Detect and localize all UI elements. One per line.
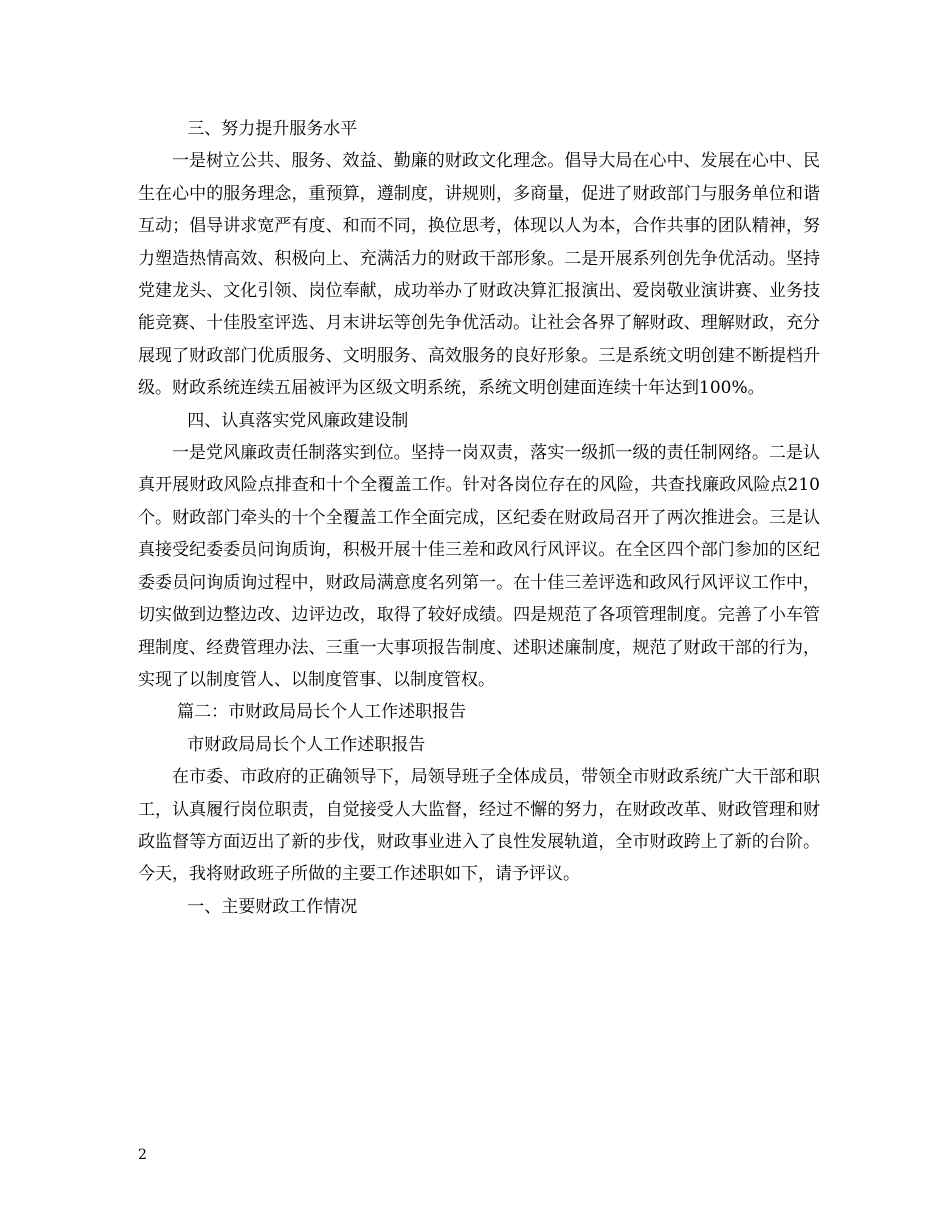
- section-heading-main-work: 一、主要财政工作情况: [187, 896, 358, 917]
- section-heading-integrity: 四、认真落实党风廉政建设制: [187, 410, 409, 431]
- paragraph-integrity: 一是党风廉政责任制落实到位。坚持一岗双责，落实一级抓一级的责任制网络。二是认真开展财政风险点排查和十个全覆盖工作。针对各岗位存在的风险，共查找廉政风险点210个。财政部门牵头的十个全覆盖工作全面完成，区纪委在财政局召开了两次推进会。三是认真接受纪委委员问询质询，积极开展十佳三差和政风行风评议。在全区四个部门参加的区纪委委员问询质询过程中，财政局满意度名列第一。在十佳三差评选和政风行风评议工作中，切实做到边整边改、边评边改，取得了较好成绩。四是规范了各项管理制度。完善了小车管理制度、经费管理办法、三重一大事项报告制度、述职述廉制度，规范了财政干部的行为，实现了以制度管人、以制度管事、以制度管权。: [138, 443, 820, 690]
- chapter-heading: 篇二：市财政局局长个人工作述职报告: [177, 702, 467, 723]
- report-title: 市财政局局长个人工作述职报告: [187, 734, 426, 755]
- paragraph-intro: 在市委、市政府的正确领导下，局领导班子全体成员，带领全市财政系统广大干部和职工，认真履行岗位职责，自觉接受人大监督，经过不懈的努力，在财政改革、财政管理和财政监督等方面迈出了新的步伐，财政事业进入了良性发展轨道，全市财政跨上了新的台阶。今天，我将财政班子所做的主要工作述职如下，请予评议。: [138, 767, 820, 885]
- document-body: [138, 113, 820, 923]
- section-heading-service: 三、努力提升服务水平: [187, 119, 358, 139]
- page-number: 2: [138, 1147, 147, 1163]
- paragraph-service: 一是树立公共、服务、效益、勤廉的财政文化理念。倡导大局在心中、发展在心中、民生在心中的服务理念，重预算，遵制度，讲规则，多商量，促进了财政部门与服务单位和谐互动；倡导讲求宽严有度、和而不同，换位思考，体现以人为本，合作共事的团队精神，努力塑造热情高效、积极向上、充满活力的财政干部形象。二是开展系列创先争优活动。坚持党建龙头、文化引领、岗位奉献，成功举办了财政决算汇报演出、爱岗敬业演讲赛、业务技能竞赛、十佳股室评选、月末讲坛等创先争优活动。让社会各界了解财政、理解财政，充分展现了财政部门优质服务、文明服务、高效服务的良好形象。三是系统文明创建不断提档升级。财政系统连续五届被评为区级文明系统，系统文明创建面连续十年达到100%。: [138, 151, 820, 399]
